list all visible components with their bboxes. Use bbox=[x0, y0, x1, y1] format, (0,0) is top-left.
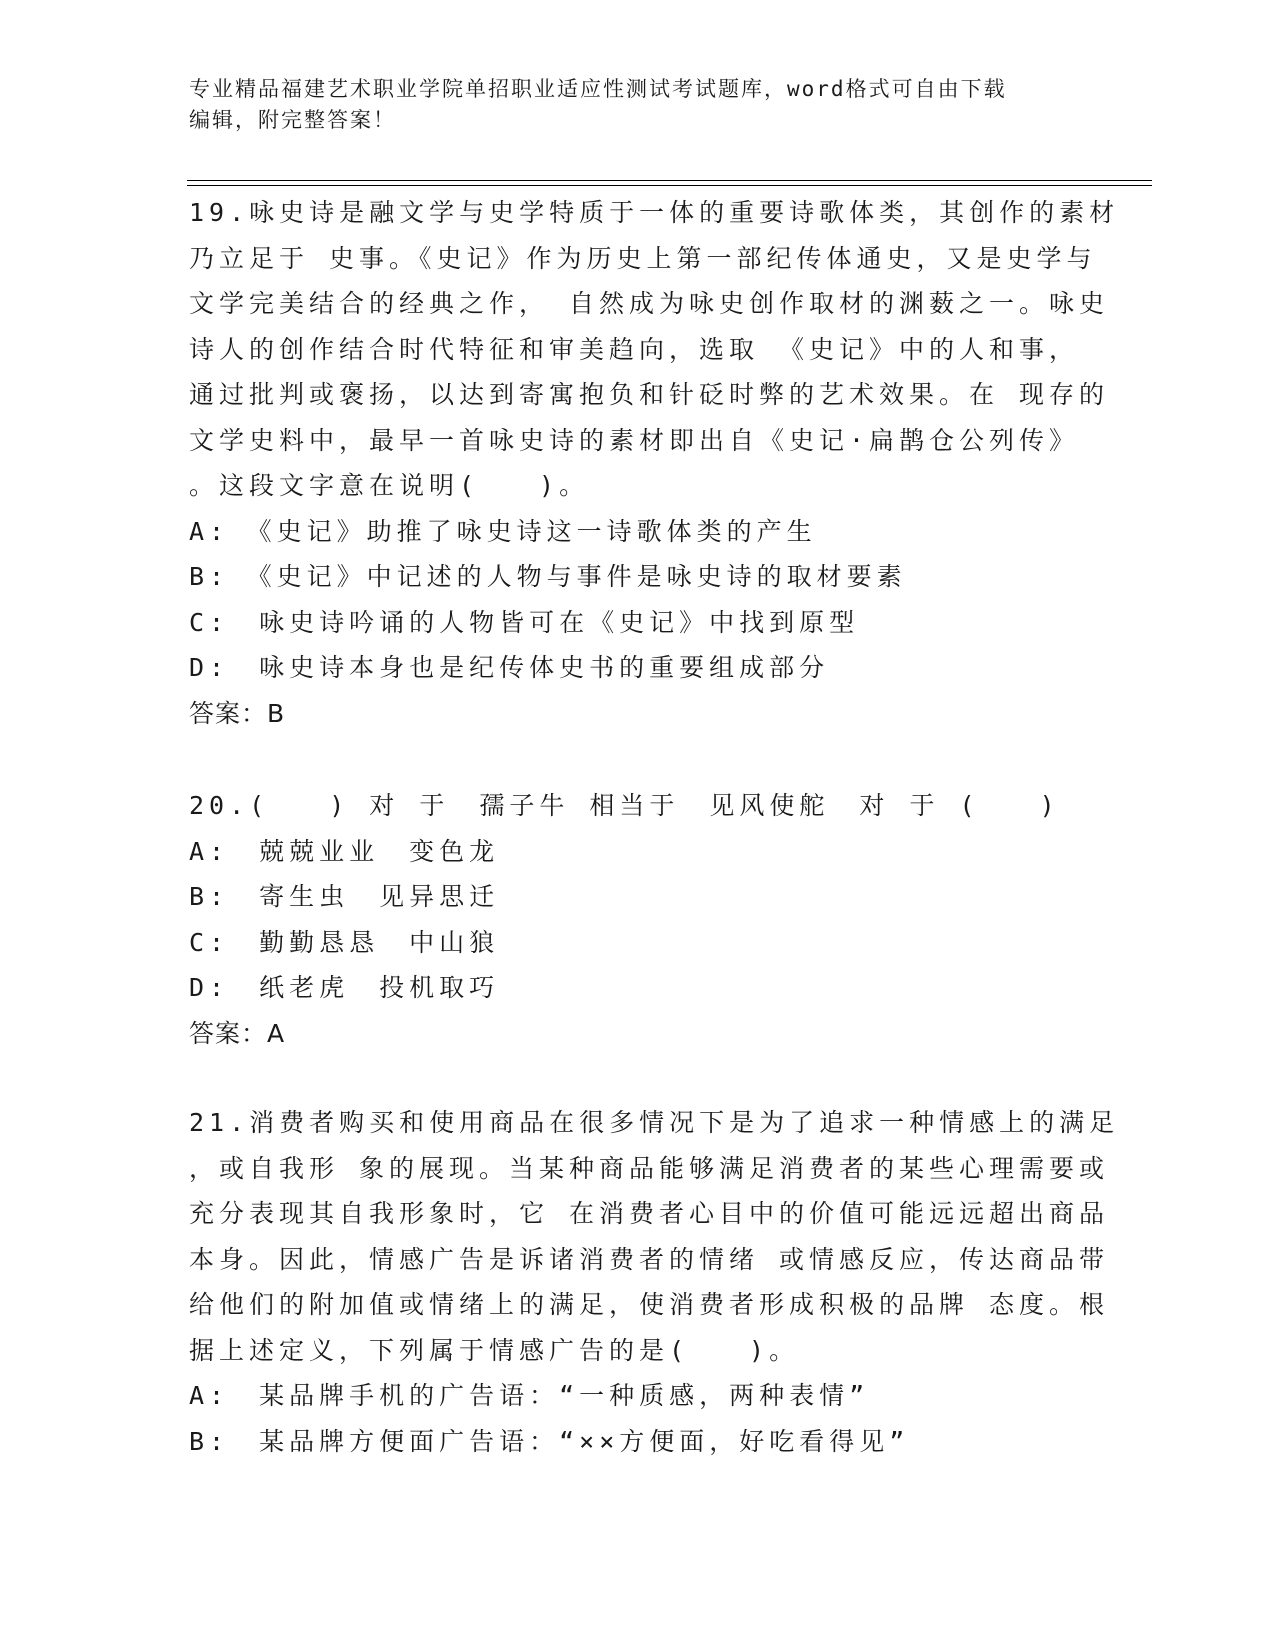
question-stem-line: 19.咏史诗是融文学与史学特质于一体的重要诗歌体类，其创作的素材 bbox=[189, 198, 1120, 227]
option-a: A: 某品牌手机的广告语：“一种质感，两种表情” bbox=[189, 1381, 870, 1410]
question-stem-line: 本身。因此，情感广告是诉诸消费者的情绪 或情感反应，传达商品带 bbox=[189, 1244, 1110, 1274]
answer-line: 答案：B bbox=[189, 698, 286, 728]
option-b: B: 寄生虫 见异思迁 bbox=[189, 882, 500, 911]
question-21 bbox=[189, 1100, 1120, 1464]
header-line-1: 专业精品福建艺术职业学院单招职业适应性测试考试题库，word格式可自由下载 bbox=[189, 77, 1007, 101]
question-stem-line: 乃立足于 史事。《史记》作为历史上第一部纪传体通史，又是史学与 bbox=[189, 243, 1097, 273]
option-c: C: 咏史诗吟诵的人物皆可在《史记》中找到原型 bbox=[189, 607, 860, 637]
option-a: A: 《史记》助推了咏史诗这一诗歌体类的产生 bbox=[189, 516, 817, 546]
question-19 bbox=[189, 190, 1120, 736]
question-20 bbox=[189, 783, 1089, 1056]
question-stem-line: 文学史料中，最早一首咏史诗的素材即出自《史记·扁鹊仓公列传》 bbox=[189, 425, 1080, 455]
question-stem-line: 20.( ) 对 于 孺子牛 相当于 见风使舵 对 于 ( ) bbox=[189, 791, 1060, 820]
header-divider-top bbox=[187, 180, 1152, 181]
question-stem-line: 文学完美结合的经典之作， 自然成为咏史创作取材的渊薮之一。咏史 bbox=[189, 289, 1110, 318]
question-stem-line: 通过批判或褒扬，以达到寄寓抱负和针砭时弊的艺术效果。在 现存的 bbox=[189, 380, 1110, 409]
question-stem-line: ，或自我形 象的展现。当某种商品能够满足消费者的某些心理需要或 bbox=[189, 1153, 1110, 1183]
answer-line: 答案：A bbox=[189, 1018, 286, 1048]
option-c: C: 勤勤恳恳 中山狼 bbox=[189, 927, 500, 957]
option-d: D: 咏史诗本身也是纪传体史书的重要组成部分 bbox=[189, 653, 830, 682]
question-stem-line: 诗人的创作结合时代特征和审美趋向，选取 《史记》中的人和事， bbox=[189, 334, 1080, 364]
question-stem-line: 给他们的附加值或情绪上的满足，使消费者形成积极的品牌 态度。根 bbox=[189, 1290, 1110, 1319]
question-stem-line: 。这段文字意在说明( )。 bbox=[189, 471, 590, 500]
option-b: B: 某品牌方便面广告语：“××方便面，好吃看得见” bbox=[189, 1426, 910, 1456]
option-a: A: 兢兢业业 变色龙 bbox=[189, 836, 500, 866]
question-stem-line: 21.消费者购买和使用商品在很多情况下是为了追求一种情感上的满足 bbox=[189, 1108, 1120, 1137]
option-b: B: 《史记》中记述的人物与事件是咏史诗的取材要素 bbox=[189, 562, 907, 591]
question-stem-line: 据上述定义，下列属于情感广告的是( )。 bbox=[189, 1335, 800, 1365]
question-stem-line: 充分表现其自我形象时，它 在消费者心目中的价值可能远远超出商品 bbox=[189, 1199, 1110, 1228]
header-line-2: 编辑，附完整答案！ bbox=[189, 108, 396, 132]
page-header bbox=[189, 74, 1089, 136]
header-divider-bottom bbox=[187, 185, 1152, 186]
option-d: D: 纸老虎 投机取巧 bbox=[189, 973, 500, 1002]
